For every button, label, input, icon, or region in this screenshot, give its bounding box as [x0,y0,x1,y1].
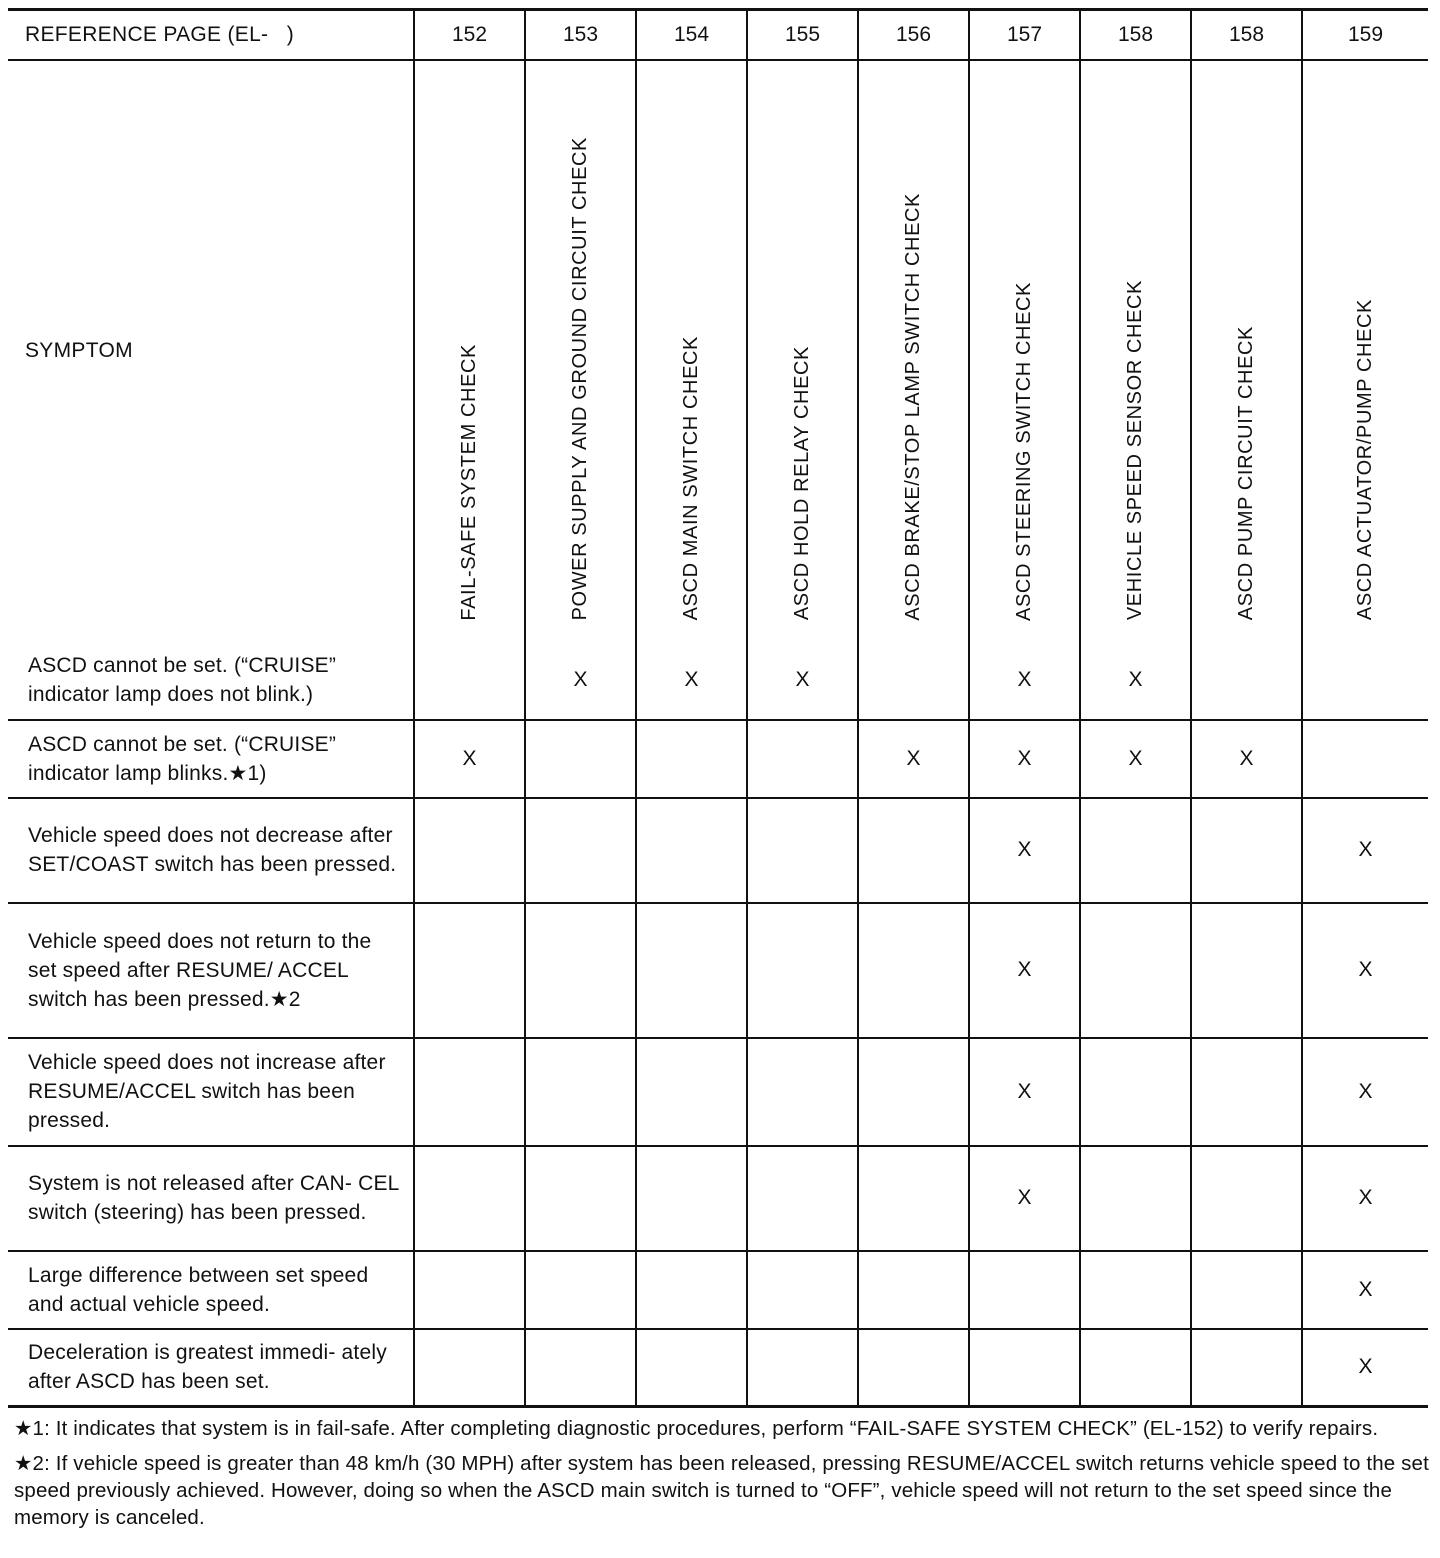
check-mark [1191,1251,1302,1329]
check-mark: X [1302,1329,1428,1407]
check-mark [747,903,858,1038]
check-mark [747,798,858,903]
check-mark [1302,720,1428,798]
check-mark [1080,1146,1191,1251]
symptom-cell: Vehicle speed does not return to the set speed after RESUME/ ACCEL switch has been pressed.★2 [8,903,414,1038]
check-mark [858,642,969,720]
check-mark [414,903,525,1038]
check-mark: X [1302,1038,1428,1146]
check-title: ASCD PUMP CIRCUIT CHECK [1235,326,1257,621]
check-mark: X [1191,720,1302,798]
check-title: VEHICLE SPEED SENSOR CHECK [1124,280,1146,621]
check-mark: X [747,642,858,720]
ref-page-cell: 153 [525,10,636,60]
check-mark [636,720,747,798]
symptom-cell: System is not released after CAN- CEL switch (steering) has been pressed. [8,1146,414,1251]
check-header-row [8,60,1428,642]
check-mark [636,903,747,1038]
check-header-cell [1191,60,1302,642]
check-mark [525,798,636,903]
check-header-cell [969,60,1080,642]
check-header-cell [1302,60,1428,642]
check-mark [1191,903,1302,1038]
symptom-row [8,1146,1428,1251]
check-mark [414,1329,525,1407]
check-mark: X [636,642,747,720]
ref-page-cell: 156 [858,10,969,60]
symptom-column-header: SYMPTOM [8,60,414,642]
check-mark [525,1251,636,1329]
check-mark [1302,642,1428,720]
check-mark [414,642,525,720]
check-mark: X [525,642,636,720]
check-mark [414,1251,525,1329]
check-mark [636,1329,747,1407]
check-mark [414,1038,525,1146]
check-mark [747,720,858,798]
check-title: ASCD HOLD RELAY CHECK [791,346,813,621]
symptom-cell: Vehicle speed does not increase after RESUME/ACCEL switch has been pressed. [8,1038,414,1146]
check-title: ASCD STEERING SWITCH CHECK [1013,281,1035,621]
check-mark: X [969,903,1080,1038]
check-mark [525,1329,636,1407]
ref-page-cell: 159 [1302,10,1428,60]
check-mark [1080,903,1191,1038]
check-mark [1080,1329,1191,1407]
symptom-row [8,1329,1428,1407]
check-mark [858,1038,969,1146]
check-mark: X [969,642,1080,720]
check-mark [636,798,747,903]
check-mark [1191,642,1302,720]
check-mark [414,1146,525,1251]
symptom-cell: ASCD cannot be set. (“CRUISE” indicator lamp blinks.★1) [8,720,414,798]
check-title: POWER SUPPLY AND GROUND CIRCUIT CHECK [569,137,591,621]
check-title: ASCD MAIN SWITCH CHECK [680,336,702,621]
check-mark [525,1146,636,1251]
symptom-cell: Vehicle speed does not decrease after SET/COAST switch has been pressed. [8,798,414,903]
check-mark: X [969,1038,1080,1146]
check-title: ASCD BRAKE/STOP LAMP SWITCH CHECK [902,192,924,621]
check-mark: X [414,720,525,798]
check-mark [1191,1329,1302,1407]
check-mark [747,1329,858,1407]
reference-page-row [8,10,1428,60]
check-mark: X [969,1146,1080,1251]
ref-page-cell: 157 [969,10,1080,60]
check-header-cell [1080,60,1191,642]
symptom-row [8,720,1428,798]
symptom-cell: Deceleration is greatest immedi- ately after ASCD has been set. [8,1329,414,1407]
check-mark [1191,1038,1302,1146]
symptom-row [8,1251,1428,1329]
check-mark [858,1251,969,1329]
check-mark: X [1080,720,1191,798]
check-header-cell [525,60,636,642]
check-mark: X [1302,1251,1428,1329]
check-mark [1080,1251,1191,1329]
check-title: FAIL-SAFE SYSTEM CHECK [458,343,480,621]
check-mark [525,720,636,798]
symptom-row [8,1038,1428,1146]
check-mark [525,903,636,1038]
check-mark [1080,798,1191,903]
footnote-2: ★2: If vehicle speed is greater than 48 km/h (30 MPH) after system has been released, pressing RESUME/ACCEL switch returns vehicle speed to the set speed previously achieved. However, doing so when the ASCD main switch is turned to “OFF”, vehicle speed will not return to the set speed since the memory is canceled. [14,1452,1429,1529]
footnotes [14,1415,1434,1539]
check-mark [636,1146,747,1251]
check-mark [414,798,525,903]
check-mark [747,1251,858,1329]
symptom-row [8,642,1428,720]
ref-page-cell: 155 [747,10,858,60]
ref-page-cell: 158 [1191,10,1302,60]
symptom-row [8,798,1428,903]
footnote-1: ★1: It indicates that system is in fail-safe. After completing diagnostic procedures, perform “FAIL-SAFE SYSTEM CHECK” (EL-152) to verify repairs. [14,1417,1379,1440]
reference-page-label: REFERENCE PAGE (EL- ) [8,10,414,60]
ref-page-cell: 154 [636,10,747,60]
check-mark: X [1302,903,1428,1038]
check-mark [636,1038,747,1146]
check-mark [858,1329,969,1407]
check-mark: X [858,720,969,798]
ref-page-cell: 152 [414,10,525,60]
symptom-cell: ASCD cannot be set. (“CRUISE” indicator lamp does not blink.) [8,642,414,720]
check-mark [858,798,969,903]
check-mark [969,1251,1080,1329]
check-mark: X [969,798,1080,903]
check-mark: X [969,720,1080,798]
check-mark [747,1146,858,1251]
check-mark: X [1302,1146,1428,1251]
check-mark [636,1251,747,1329]
check-title: ASCD ACTUATOR/PUMP CHECK [1354,299,1376,621]
check-header-cell [858,60,969,642]
check-mark [858,903,969,1038]
check-header-cell [636,60,747,642]
check-mark [858,1146,969,1251]
check-header-cell [414,60,525,642]
check-mark [969,1329,1080,1407]
check-mark [1080,1038,1191,1146]
ref-page-cell: 158 [1080,10,1191,60]
symptom-row [8,903,1428,1038]
check-mark [1191,1146,1302,1251]
check-mark: X [1302,798,1428,903]
check-mark [1191,798,1302,903]
diagnosis-table [8,8,1428,1408]
symptom-cell: Large difference between set speed and actual vehicle speed. [8,1251,414,1329]
check-mark [747,1038,858,1146]
check-mark [525,1038,636,1146]
check-mark: X [1080,642,1191,720]
check-header-cell [747,60,858,642]
